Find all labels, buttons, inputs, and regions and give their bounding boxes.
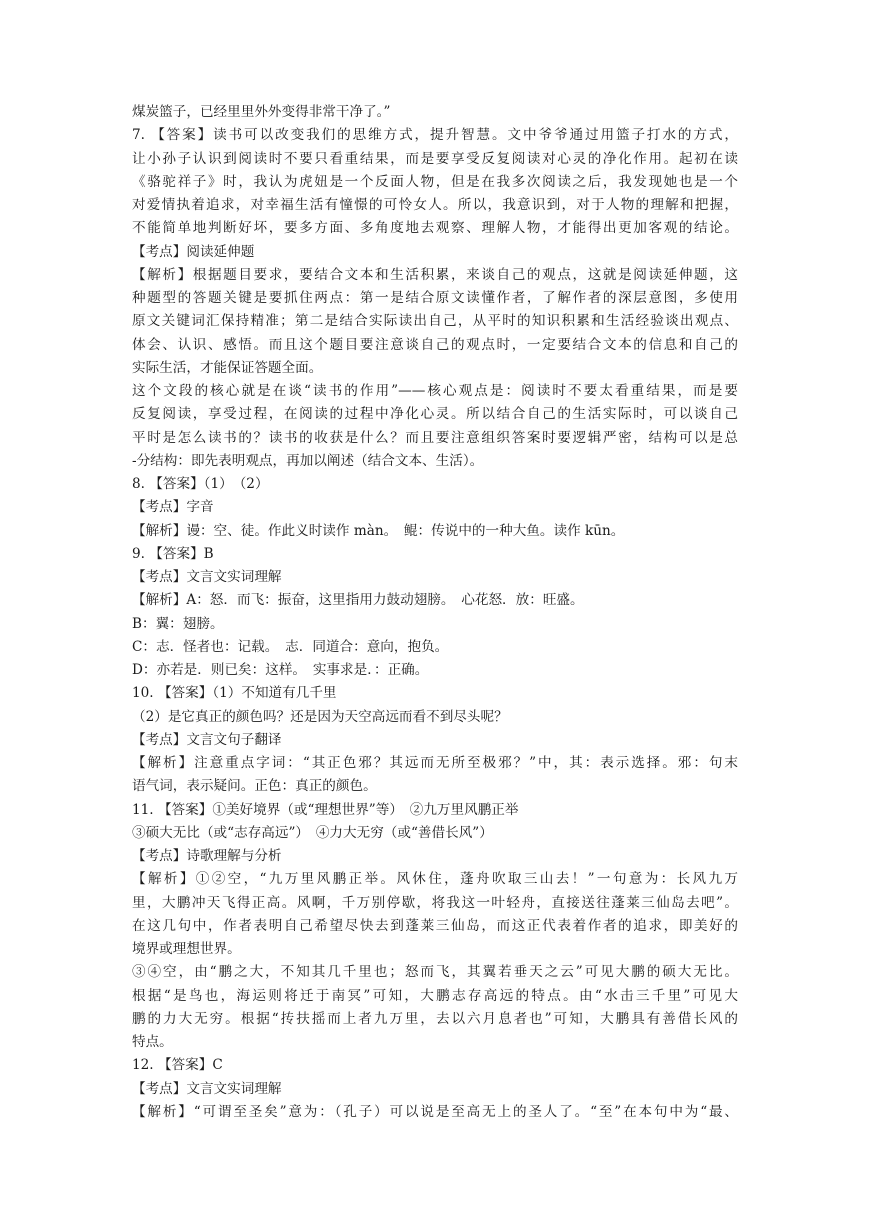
text-line: 【考点】文言文实词理解 xyxy=(132,569,282,585)
text-line: 11. 【答案】①美好境界（或“理想世界”等） ②九万里风鹏正举 xyxy=(132,801,519,818)
answer-document xyxy=(132,101,738,1124)
text-line: （2）是它真正的颜色吗？还是因为天空高远而看不到尽头呢？ xyxy=(132,708,508,725)
text-line: 【考点】阅读延伸题 xyxy=(132,243,255,260)
text-line: 7. 【答案】读书可以改变我们的思维方式，提升智慧。文中爷爷通过用篮子打水的方式， xyxy=(132,127,738,144)
text-line: 9. 【答案】B xyxy=(132,545,214,562)
text-line: 平时是怎么读书的？读书的收获是什么？而且要注意组织答案时要逻辑严密，结构可以是总 xyxy=(132,429,738,446)
text-line: 体会、认识、感悟。而且这个题目要注意谈自己的观点时，一定要结合文本的信息和自己的 xyxy=(132,336,738,353)
text-line: 在这几句中，作者表明自己希望尽快去到蓬莱三仙岛，而这正代表着作者的追求，即美好的 xyxy=(132,917,738,934)
text-line: 种题型的答题关键是要抓住两点：第一是结合原文读懂作者，了解作者的深层意图，多使用 xyxy=(132,290,738,306)
text-line: 煤炭篮子，已经里里外外变得非常干净了。” xyxy=(132,104,391,120)
text-line: 反复阅读，享受过程，在阅读的过程中净化心灵。所以结合自己的生活实际时，可以谈自己 xyxy=(132,406,738,423)
text-line: 【考点】字音 xyxy=(132,499,214,516)
text-line: 鹏的力大无穷。根据“抟扶摇而上者九万里，去以六月息者也”可知，大鹏具有善借长风的 xyxy=(132,1010,738,1027)
text-line: 对爱情执着追求，对幸福生活有憧憬的可怜女人。所以，我意识到，对于人物的理解和把握， xyxy=(132,197,738,213)
text-line: 里，大鹏冲天飞得正高。风啊，千万别停歇，将我这一叶轻舟，直接送往蓬莱三仙岛去吧”。 xyxy=(132,894,738,911)
text-line: B：翼：翅膀。 xyxy=(132,615,224,632)
text-line: 【解析】谩：空、徒。作此义时读作 màn。 鲲：传说中的一种大鱼。读作 kūn。 xyxy=(132,522,625,539)
text-line: 实际生活，才能保证答题全面。 xyxy=(132,359,323,376)
text-line: -分结构：即先表明观点，再加以阐述（结合文本、生活）。 xyxy=(132,452,484,469)
text-line: 不能简单地判断好坏，要多方面、多角度地去观察、理解人物，才能得出更加客观的结论。 xyxy=(132,220,738,237)
text-line: 让小孙子认识到阅读时不要只看重结果，而是要享受反复阅读对心灵的净化作用。起初在读 xyxy=(132,150,738,167)
text-line: 【考点】文言文实词理解 xyxy=(132,1080,282,1097)
text-line: 10. 【答案】（1）不知道有几千里 xyxy=(132,685,337,702)
text-line: 【考点】诗歌理解与分析 xyxy=(132,848,282,864)
text-line: 语气词，表示疑问。正色：真正的颜色。 xyxy=(132,778,377,795)
text-line: C：志．怪者也：记载。 志．同道合：意向，抱负。 xyxy=(132,638,449,655)
text-line: D：亦若是．则已矣：这样。 实事求是．：正确。 xyxy=(132,662,429,678)
text-line: 这个文段的核心就是在谈“读书的作用”——核心观点是：阅读时不要太看重结果，而是要 xyxy=(132,383,738,399)
text-line: 境界或理想世界。 xyxy=(132,941,241,957)
text-line: 12. 【答案】C xyxy=(132,1057,223,1074)
text-line: 【解析】“可谓至圣矣”意为：（孔子）可以说是至高无上的圣人了。“至”在本句中为“最、 xyxy=(132,1103,738,1120)
text-line: 【考点】文言文句子翻译 xyxy=(132,731,282,748)
text-line: 特点。 xyxy=(132,1034,173,1050)
text-line: 根据“是鸟也，海运则将迁于南冥”可知，大鹏志存高远的特点。由“水击三千里”可见大 xyxy=(132,987,738,1004)
text-line: 【解析】A：怒．而飞：振奋，这里指用力鼓动翅膀。 心花怒．放：旺盛。 xyxy=(132,592,584,609)
text-line: 【解析】根据题目要求，要结合文本和生活积累，来谈自己的观点，这就是阅读延伸题，这 xyxy=(132,266,738,283)
text-line: 【解析】注意重点字词：“其正色邪？其远而无所至极邪？”中，其：表示选择。邪：句末 xyxy=(132,755,738,771)
text-line: ③硕大无比（或“志存高远”） ④力大无穷（或“善借长风”） xyxy=(132,824,493,841)
text-line: 8. 【答案】（1） （2） xyxy=(132,476,269,492)
text-line: ③④空，由“鹏之大，不知其几千里也；怒而飞，其翼若垂天之云”可见大鹏的硕大无比。 xyxy=(132,964,738,981)
text-line: 原文关键词汇保持精准；第二是结合实际读出自己，从平时的知识积累和生活经验谈出观点、 xyxy=(132,313,738,330)
text-line: 《骆驼祥子》时，我认为虎妞是一个反面人物，但是在我多次阅读之后，我发现她也是一个 xyxy=(132,173,738,190)
text-line: 【解析】①②空，“九万里风鹏正举。风休住，蓬舟吹取三山去！”一句意为：长风九万 xyxy=(132,871,738,888)
